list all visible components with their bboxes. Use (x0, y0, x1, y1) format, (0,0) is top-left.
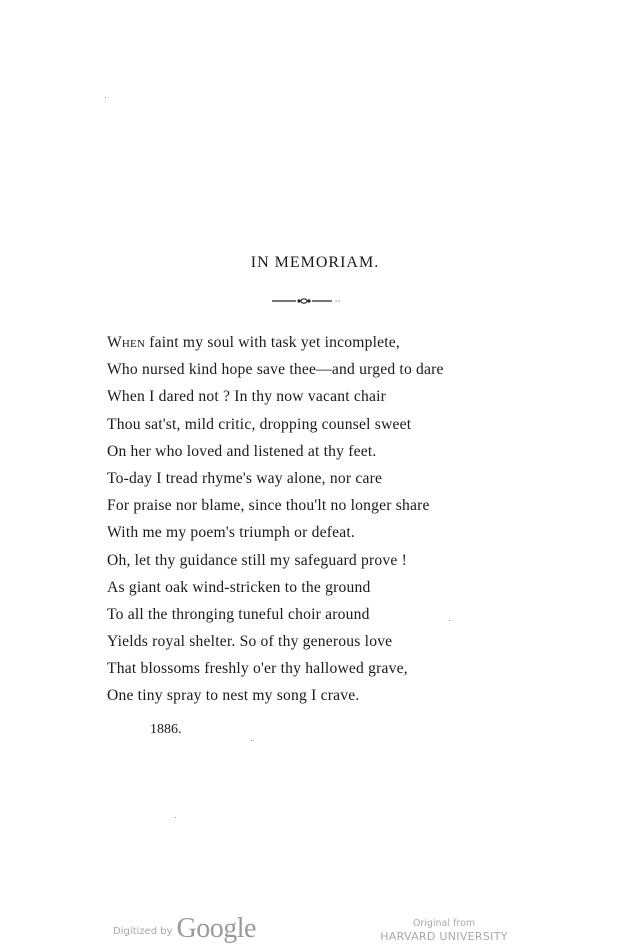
poem-line: That blossoms freshly o'er thy hallowed grave, (107, 660, 408, 678)
poem-line: To-day I tread rhyme's way alone, nor care (107, 469, 383, 487)
digitized-by-google (113, 914, 256, 944)
poem-line: Oh, let thy guidance still my safeguard prove ! (107, 551, 407, 569)
google-logo: Google (176, 913, 256, 944)
ornament-divider-icon (270, 295, 342, 307)
digitized-label: Digitized by (113, 926, 173, 937)
poem-date: 1886. (150, 722, 182, 737)
first-line-text: faint my soul with task yet incomplete, (145, 334, 400, 351)
poem-line: As giant oak wind-stricken to the ground (107, 578, 371, 596)
scan-speck (449, 620, 450, 621)
poem-line: Thou sat'st, mild critic, dropping counsel sweet (107, 415, 412, 433)
scan-speck (105, 97, 106, 98)
scan-speck (175, 817, 176, 818)
poem-line: To all the thronging tuneful choir around (107, 605, 370, 623)
original-from-label: Original from (412, 918, 476, 929)
poem-line: For praise nor blame, since thou'lt no longer share (107, 497, 430, 515)
institution-name: HARVARD UNIVERSITY (380, 930, 508, 943)
poem-line: When I dared not ? In thy now vacant chair (107, 388, 387, 406)
opening-word: When (107, 334, 146, 351)
poem-title: IN MEMORIAM. (250, 254, 380, 271)
poem-line: On her who loved and listened at thy feet. (107, 442, 377, 460)
scan-speck (251, 740, 252, 741)
poem-line: Who nursed kind hope save thee—and urged to dare (107, 361, 444, 379)
poem-line: Yields royal shelter. So of thy generous love (107, 633, 393, 651)
poem-line: One tiny spray to nest my song I crave. (107, 687, 360, 705)
original-source (370, 918, 518, 944)
poem-body (107, 329, 547, 710)
poem-line: With me my poem's triumph or defeat. (107, 524, 355, 542)
poem-line-1 (107, 329, 547, 356)
